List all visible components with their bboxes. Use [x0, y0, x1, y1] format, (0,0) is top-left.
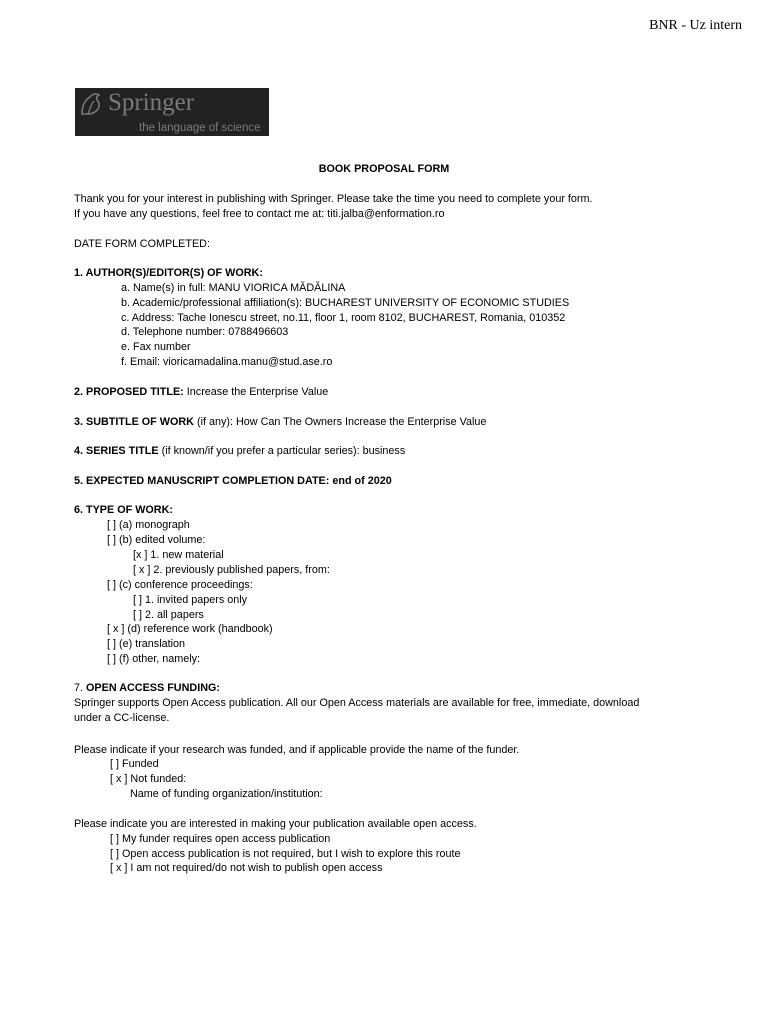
series-value: (if known/if you prefer a particular series): business — [158, 445, 406, 457]
oa-explore-option: [ ] Open access publication is not required, but I wish to explore this route — [110, 848, 461, 860]
logo-name: Springer — [108, 89, 195, 116]
type-invited-papers: [ ] 1. invited papers only — [133, 594, 248, 606]
type-monograph: [ ] (a) monograph — [107, 519, 190, 531]
subtitle-value: (if any): How Can The Owners Increase the Enterprise Value — [193, 416, 487, 428]
intro-line-2: If you have any questions, feel free to contact me at: titi.jalba@enformation.ro — [74, 208, 445, 220]
oa-not-required-option: [ x ] I am not required/do not wish to publish open access — [110, 862, 383, 874]
completion-date-label: 5. EXPECTED MANUSCRIPT COMPLETION DATE: — [74, 475, 330, 487]
date-completed-label: DATE FORM COMPLETED: — [74, 238, 210, 250]
section7-heading: OPEN ACCESS FUNDING: — [86, 682, 220, 694]
intro-line-1: Thank you for your interest in publishing with Springer. Please take the time you need to complete your form. — [74, 193, 593, 205]
section7-number: 7. — [74, 682, 87, 694]
series-line — [74, 444, 405, 458]
springer-logo — [75, 88, 269, 136]
type-previously-published: [ x ] 2. previously published papers, from: — [133, 564, 330, 576]
completion-date-line — [74, 474, 392, 488]
form-title: BOOK PROPOSAL FORM — [318, 163, 450, 175]
section6-heading: 6. TYPE OF WORK: — [74, 504, 173, 516]
author-email: f. Email: vioricamadalina.manu@stud.ase.ro — [121, 356, 333, 368]
completion-date-value: end of 2020 — [329, 475, 392, 487]
proposed-title-value: Increase the Enterprise Value — [183, 386, 329, 398]
author-fax: e. Fax number — [121, 341, 191, 353]
classification-mark: BNR - Uz intern — [649, 18, 742, 33]
subtitle-label: 3. SUBTITLE OF WORK — [74, 416, 194, 428]
open-access-question: Please indicate you are interested in making your publication available open access. — [74, 818, 477, 830]
proposed-title-line — [74, 385, 328, 399]
funded-option: [ ] Funded — [110, 758, 159, 770]
author-affiliation: b. Academic/professional affiliation(s): BUCHAREST UNIVERSITY OF ECONOMIC STUDIES — [121, 297, 570, 309]
type-translation: [ ] (e) translation — [107, 638, 186, 650]
subtitle-line — [74, 415, 486, 429]
type-conference-proceedings: [ ] (c) conference proceedings: — [107, 579, 253, 591]
section1-heading: 1. AUTHOR(S)/EDITOR(S) OF WORK: — [74, 267, 263, 279]
type-reference-work: [ x ] (d) reference work (handbook) — [107, 623, 273, 635]
funded-question: Please indicate if your research was funded, and if applicable provide the name of the funder. — [74, 744, 520, 756]
section7-heading-line — [74, 681, 220, 695]
oa-text-line-1: Springer supports Open Access publication. All our Open Access materials are available for free, immediate, download — [74, 697, 640, 709]
series-label: 4. SERIES TITLE — [74, 445, 159, 457]
proposed-title-label: 2. PROPOSED TITLE: — [74, 386, 184, 398]
author-telephone: d. Telephone number: 0788496603 — [121, 326, 289, 338]
type-new-material: [x ] 1. new material — [133, 549, 224, 561]
author-address: c. Address: Tache Ionescu street, no.11, floor 1, room 8102, BUCHAREST, Romania, 010352 — [121, 312, 566, 324]
not-funded-option: [ x ] Not funded: — [110, 773, 187, 785]
type-all-papers: [ ] 2. all papers — [133, 609, 204, 621]
type-other: [ ] (f) other, namely: — [107, 653, 201, 665]
author-name: a. Name(s) in full: MANU VIORICA MĂDĂLINA — [121, 282, 346, 294]
springer-horse-icon — [78, 90, 106, 118]
oa-text-line-2: under a CC-license. — [74, 712, 170, 724]
logo-tagline: the language of science — [139, 122, 261, 134]
type-edited-volume: [ ] (b) edited volume: — [107, 534, 206, 546]
oa-funder-requires-option: [ ] My funder requires open access publication — [110, 833, 331, 845]
funding-organization-label: Name of funding organization/institution: — [130, 788, 323, 800]
